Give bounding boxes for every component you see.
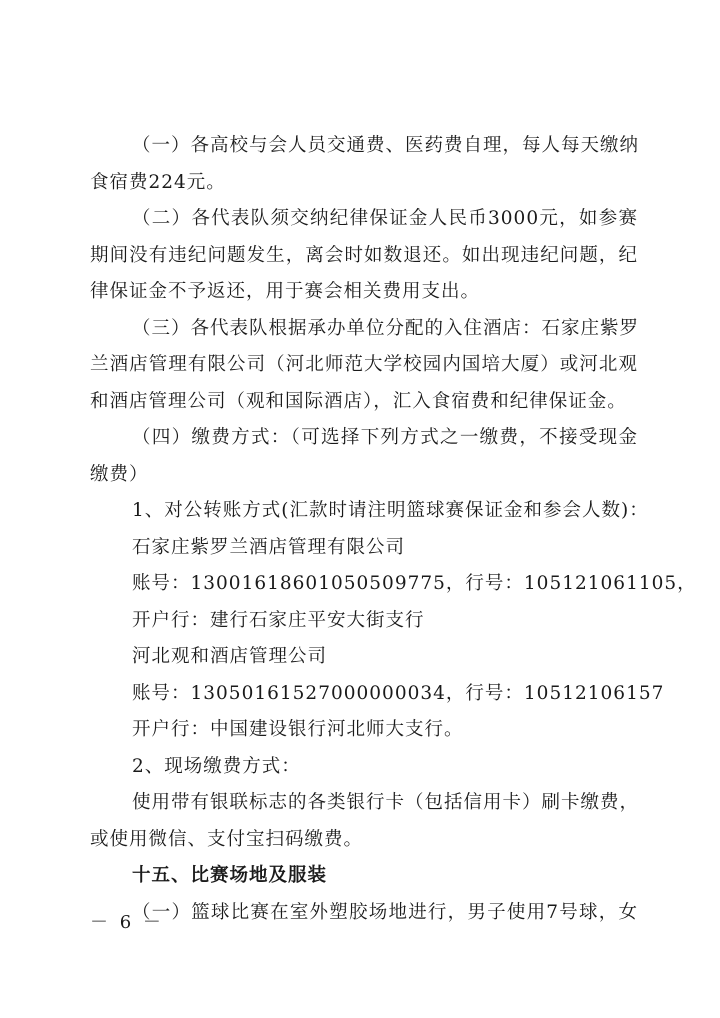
para-3-line-3: 和酒店管理公司（观和国际酒店），汇入食宿费和纪律保证金。 bbox=[90, 390, 627, 412]
para-2-line-2: 期间没有违纪问题发生，离会时如数退还。如出现违纪问题，纪 bbox=[90, 244, 638, 266]
venue-line-1: （一）篮球比赛在室外塑胶场地进行，男子使用7号球，女 bbox=[132, 901, 638, 923]
onsite-method-title: 2、现场缴费方式： bbox=[132, 755, 301, 777]
company-2-name: 河北观和酒店管理公司 bbox=[132, 646, 328, 667]
body-text bbox=[90, 128, 697, 931]
para-2-line-1: （二）各代表队须交纳纪律保证金人民币3000元，如参赛 bbox=[132, 208, 638, 229]
para-4-line-1: （四）缴费方式：（可选择下列方式之一缴费，不接受现金 bbox=[132, 427, 638, 448]
para-3-line-1: （三）各代表队根据承办单位分配的入住酒店：石家庄紫罗 bbox=[132, 317, 640, 339]
para-3-line-2: 兰酒店管理有限公司（河北师范大学校园内国培大厦）或河北观 bbox=[90, 354, 638, 375]
company-1-name: 石家庄紫罗兰酒店管理有限公司 bbox=[132, 536, 406, 558]
section-15-heading: 十五、比赛场地及服装 bbox=[132, 865, 328, 886]
company-2-account: 账号：13050161527000000034，行号：10512106157 bbox=[132, 682, 665, 704]
onsite-method-line-2: 或使用微信、支付宝扫码缴费。 bbox=[90, 828, 364, 850]
para-1-line-2: 食宿费224元。 bbox=[90, 171, 226, 193]
onsite-method-line-1: 使用带有银联标志的各类银行卡（包括信用卡）刷卡缴费， bbox=[132, 792, 640, 813]
para-4-line-2: 缴费） bbox=[90, 463, 149, 485]
company-1-account: 账号：13001618601050509775，行号：105121061105， bbox=[132, 573, 697, 594]
para-2-line-3: 律保证金不予返还，用于赛会相关费用支出。 bbox=[90, 281, 481, 302]
page-number: － 6 － bbox=[90, 912, 164, 933]
transfer-method-title: 1、对公转账方式(汇款时请注明篮球赛保证金和参会人数)： bbox=[132, 500, 649, 521]
company-1-bank: 开户行：建行石家庄平安大街支行 bbox=[132, 609, 425, 631]
para-1-line-1: （一）各高校与会人员交通费、医药费自理，每人每天缴纳 bbox=[132, 135, 640, 156]
company-2-bank: 开户行：中国建设银行河北师大支行。 bbox=[132, 719, 464, 740]
